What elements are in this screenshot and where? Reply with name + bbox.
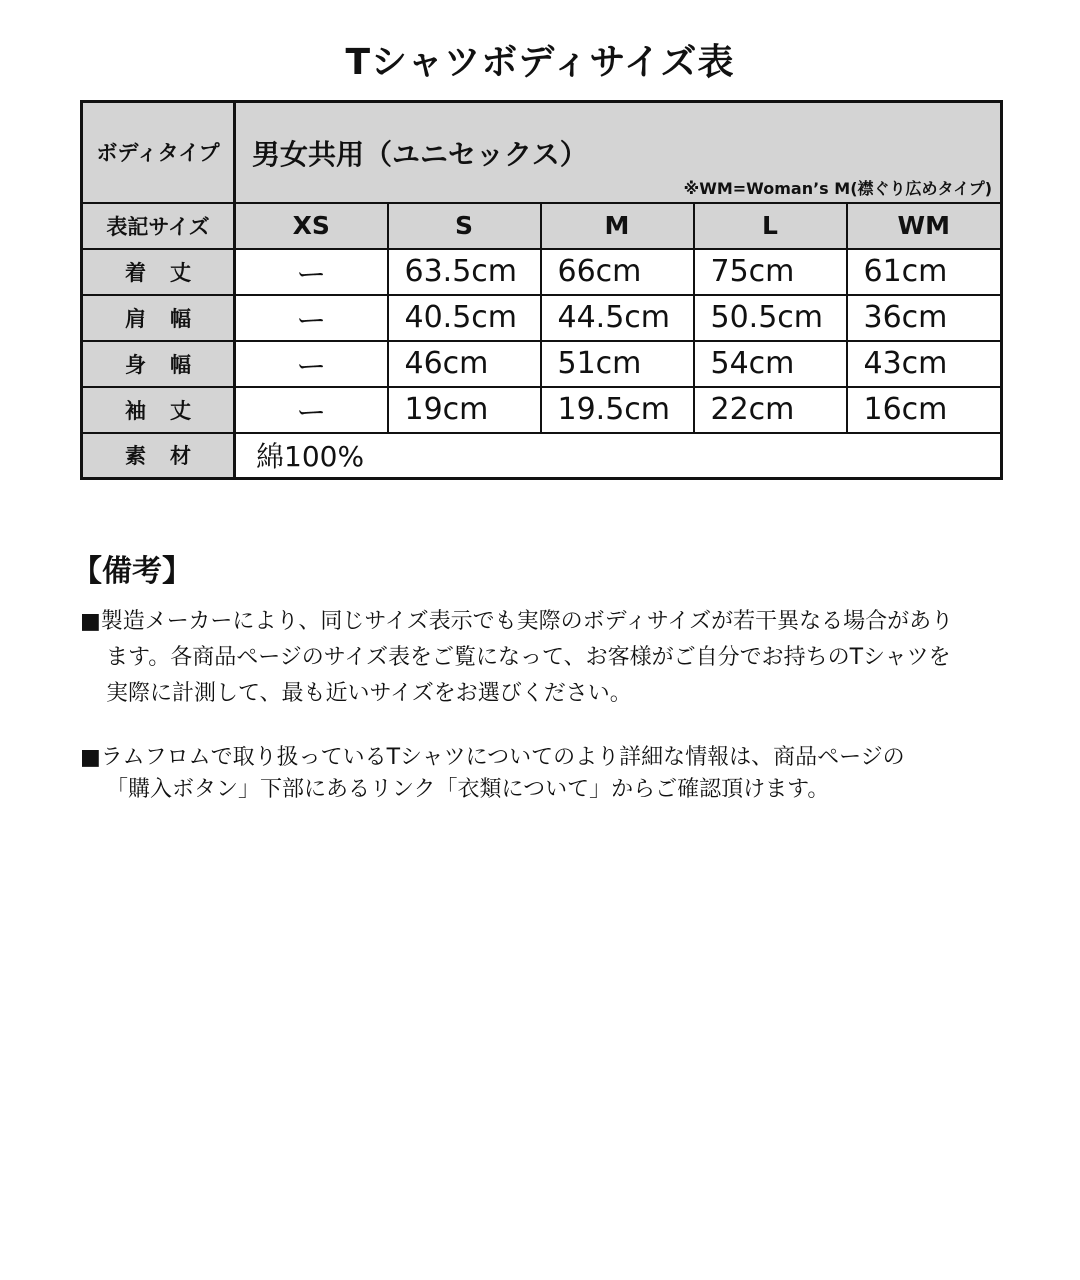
material-value: 綿100%: [235, 433, 1002, 479]
row-label-shoulder: 肩幅: [82, 295, 235, 341]
row-label-chest: 身幅: [82, 341, 235, 387]
value-length-xs: ー: [235, 249, 388, 295]
size-header-m: M: [541, 203, 694, 249]
size-header-s: S: [388, 203, 541, 249]
value-length-wm: 61cm: [847, 249, 1002, 295]
size-table: [80, 100, 1003, 480]
value-length-l: 75cm: [694, 249, 847, 295]
note-line: ます。各商品ページのサイズ表をご覧になって、お客様がご自分でお持ちのTシャツを: [106, 645, 951, 670]
row-label-material: 素材: [82, 433, 235, 479]
value-shoulder-s: 40.5cm: [388, 295, 541, 341]
value-sleeve-m: 19.5cm: [541, 387, 694, 433]
note-more-info: [80, 742, 1000, 806]
body-type-note: ※WM=Woman’s M(襟ぐり広めタイプ): [683, 178, 993, 198]
value-shoulder-m: 44.5cm: [541, 295, 694, 341]
note-manufacturer-variance: [80, 604, 1000, 712]
table-row-shoulder: [82, 295, 1002, 341]
size-label: 表記サイズ: [82, 203, 235, 249]
value-sleeve-s: 19cm: [388, 387, 541, 433]
value-chest-s: 46cm: [388, 341, 541, 387]
size-header-xs: XS: [235, 203, 388, 249]
value-sleeve-xs: ー: [235, 387, 388, 433]
value-shoulder-l: 50.5cm: [694, 295, 847, 341]
value-length-m: 66cm: [541, 249, 694, 295]
value-sleeve-wm: 16cm: [847, 387, 1002, 433]
page-title: Tシャツボディサイズ表: [345, 42, 735, 83]
table-row-sleeve: [82, 387, 1002, 433]
value-chest-wm: 43cm: [847, 341, 1002, 387]
size-header-wm: WM: [847, 203, 1002, 249]
table-row-length: [82, 249, 1002, 295]
value-chest-m: 51cm: [541, 341, 694, 387]
table-row-material: [82, 433, 1002, 479]
size-header-l: L: [694, 203, 847, 249]
row-label-sleeve: 袖丈: [82, 387, 235, 433]
note-line: 「購入ボタン」下部にあるリンク「衣類について」からご確認頂けます。: [106, 777, 830, 802]
value-chest-xs: ー: [235, 341, 388, 387]
note-line: 実際に計測して、最も近いサイズをお選びください。: [106, 681, 632, 706]
value-chest-l: 54cm: [694, 341, 847, 387]
body-type-label: ボディタイプ: [82, 102, 235, 203]
body-type-value: 男女共用（ユニセックス）: [252, 138, 588, 171]
value-shoulder-xs: ー: [235, 295, 388, 341]
note-line: ■ラムフロムで取り扱っているTシャツについてのより詳細な情報は、商品ページの: [80, 745, 905, 770]
body-type-cell: [235, 102, 1002, 203]
value-sleeve-l: 22cm: [694, 387, 847, 433]
body-type-row: [82, 102, 1002, 203]
note-line: ■製造メーカーにより、同じサイズ表示でも実際のボディサイズが若干異なる場合があり: [80, 609, 954, 634]
table-row-chest: [82, 341, 1002, 387]
value-length-s: 63.5cm: [388, 249, 541, 295]
notes-heading: 【備考】: [72, 554, 192, 589]
size-header-row: [82, 203, 1002, 249]
row-label-length: 着丈: [82, 249, 235, 295]
value-shoulder-wm: 36cm: [847, 295, 1002, 341]
